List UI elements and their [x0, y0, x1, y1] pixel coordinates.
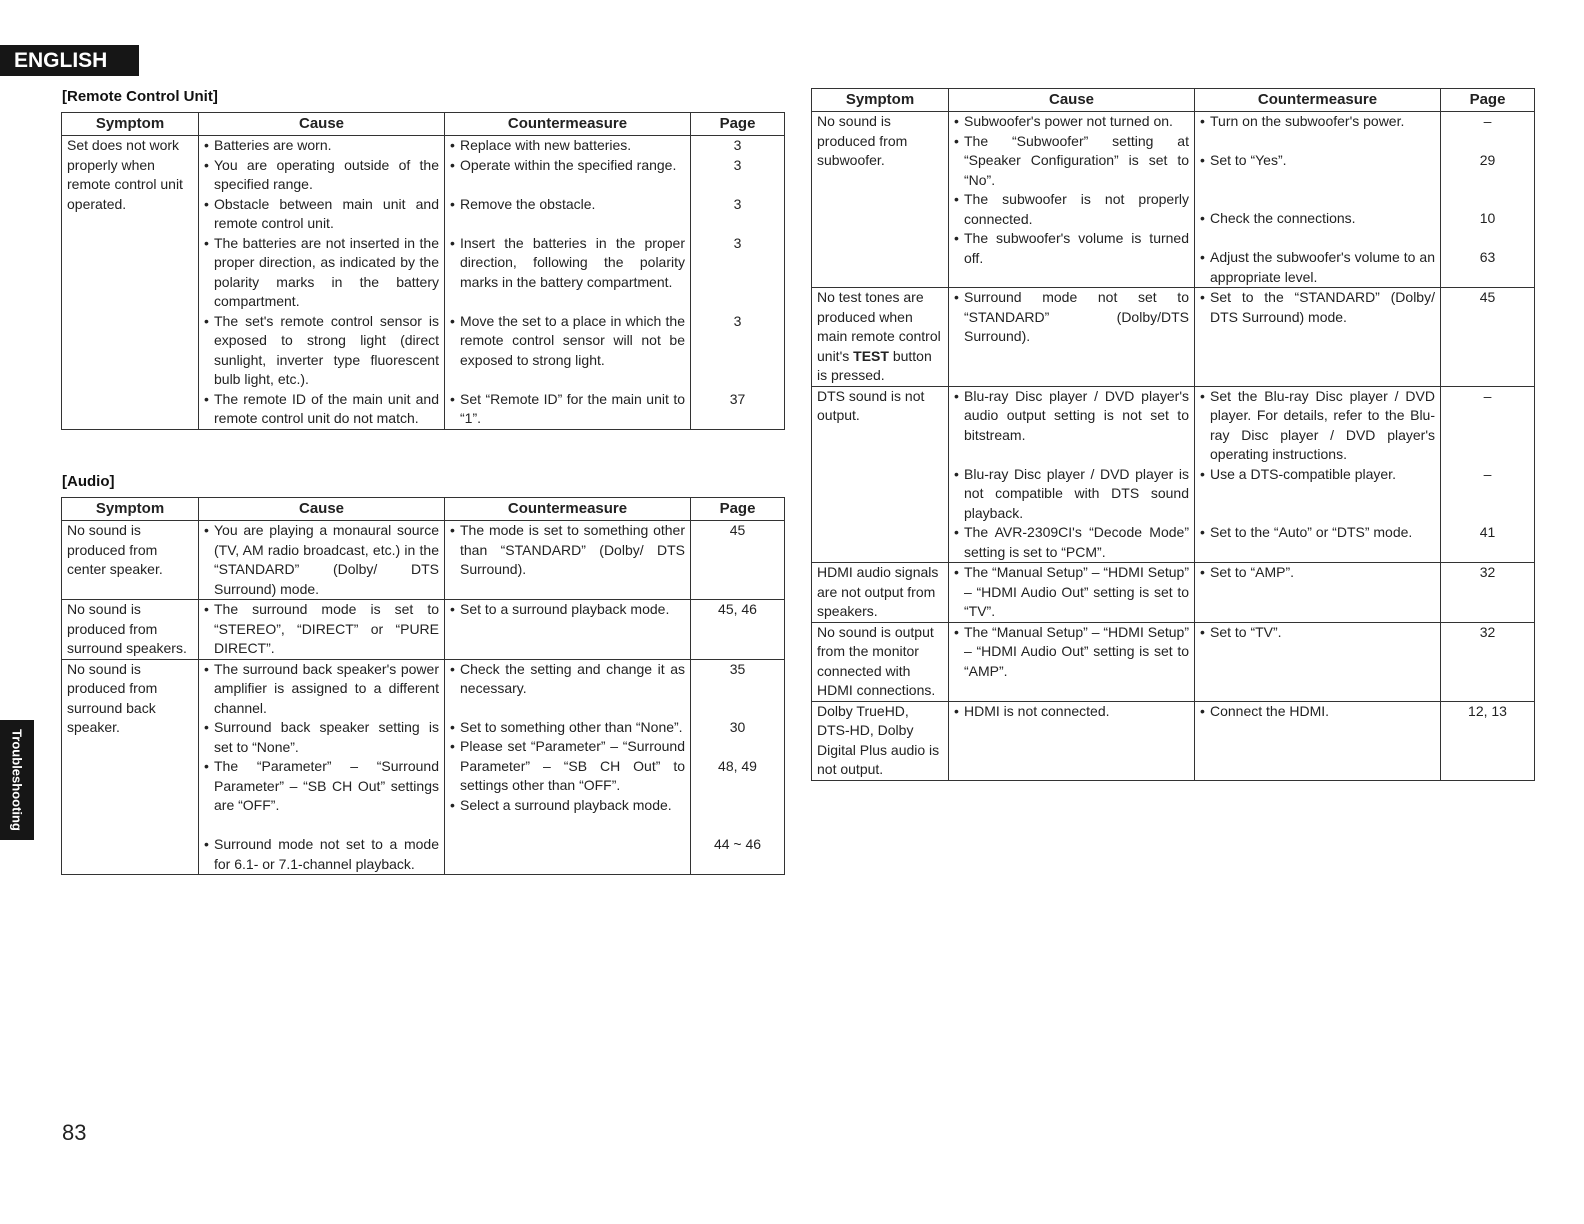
table-row: [62, 659, 785, 875]
symptom-cell: [812, 288, 949, 387]
symptom-cell: No sound is output from the monitor connected with HDMI connections.: [812, 622, 949, 701]
cause-item: • Obstacle between main unit and remote control unit.: [204, 195, 439, 234]
cause-cell: [949, 112, 1195, 288]
cause-item: • The “Subwoofer” setting at “Speaker Configuration” is set to “No”.: [954, 132, 1189, 191]
page-cell: 45: [691, 521, 785, 600]
cause-cell: [949, 701, 1195, 780]
cause-item: • The AVR-2309CI's “Decode Mode” setting is set to “PCM”.: [954, 523, 1189, 562]
cause-item: • The surround mode is set to “STEREO”, “DIRECT” or “PURE DIRECT”.: [204, 600, 439, 659]
page-ref: –: [1483, 113, 1492, 129]
countermeasure-cell: [1195, 701, 1441, 780]
table-header-row: [62, 498, 785, 521]
countermeasure-cell: [1195, 386, 1441, 563]
table-row: [62, 600, 785, 660]
cause-item: • Surround back speaker setting is set to “None”.: [204, 718, 439, 757]
countermeasure-item: • Remove the obstacle.: [450, 195, 685, 234]
page-ref: 41: [1479, 523, 1496, 540]
section-side-tab: [0, 720, 34, 840]
page-cell: 12, 13: [1441, 701, 1535, 780]
countermeasure-item: • Check the connections.: [1200, 209, 1435, 248]
symptom-cell: No sound is produced from center speaker.: [62, 521, 199, 600]
page-cell: [691, 659, 785, 875]
symptom-text: button is pressed.: [817, 347, 932, 383]
page-ref: 30: [729, 718, 746, 735]
cause-item: • Surround mode not set to “STANDARD” (Dolby/DTS Surround).: [954, 288, 1189, 347]
countermeasure-item: • Replace with new batteries.: [450, 136, 685, 156]
cause-item: • The set's remote control sensor is exposed to strong light (direct sunlight, inverter type fluorescent bulb light, etc.).: [204, 312, 439, 390]
countermeasure-item: • Set to “TV”.: [1200, 623, 1435, 643]
page-ref: 48, 49: [718, 757, 757, 774]
cause-cell: [199, 521, 445, 600]
countermeasure-item: • Check the setting and change it as necessary.: [450, 660, 685, 718]
symptom-cell: Set does not work properly when remote control unit operated.: [62, 136, 199, 430]
remote-section-title: [Remote Control Unit]: [62, 88, 218, 105]
symptom-cell: No sound is produced from surround back speaker.: [62, 659, 199, 875]
section-side-tab-label: Troubleshooting: [9, 729, 25, 831]
table-row: [812, 622, 1535, 701]
countermeasure-item: • Set to a surround playback mode.: [450, 600, 685, 620]
page-number: 83: [62, 1120, 87, 1145]
col-cause: Cause: [949, 89, 1195, 112]
cause-cell: [949, 386, 1195, 563]
countermeasure-item: • Set to something other than “None”.: [450, 718, 685, 738]
countermeasure-cell: [1195, 622, 1441, 701]
cause-item: • The remote ID of the main unit and remote control unit do not match.: [204, 390, 439, 429]
page-ref: 35: [729, 660, 746, 677]
symptom-cell: No sound is produced from surround speakers.: [62, 600, 199, 660]
col-symptom: Symptom: [62, 113, 199, 136]
countermeasure-item: • Set “Remote ID” for the main unit to “1”.: [450, 390, 685, 429]
page-ref: –: [1483, 387, 1492, 404]
page-cell: [691, 136, 785, 430]
col-countermeasure: Countermeasure: [1195, 89, 1441, 112]
countermeasure-cell: [445, 600, 691, 660]
page-ref: 63: [1479, 249, 1496, 265]
page-cell: 32: [1441, 563, 1535, 623]
cause-item: • You are operating outside of the specified range.: [204, 156, 439, 195]
table-row: [62, 136, 785, 430]
countermeasure-item: • Select a surround playback mode.: [450, 796, 685, 816]
cause-item: • The surround back speaker's power amplifier is assigned to a different channel.: [204, 660, 439, 719]
page-ref: 3: [733, 312, 742, 329]
page-cell: 32: [1441, 622, 1535, 701]
countermeasure-cell: [1195, 563, 1441, 623]
cause-item: • The subwoofer is not properly connected.: [954, 190, 1189, 229]
countermeasure-cell: [445, 136, 691, 430]
countermeasure-cell: [1195, 288, 1441, 387]
cause-item: • The “Parameter” – “Surround Parameter” – “SB CH Out” settings are “OFF”.: [204, 757, 439, 835]
page-ref: 44 ~ 46: [713, 835, 762, 852]
audio-section-title: [Audio]: [62, 473, 115, 490]
table-header-row: [812, 89, 1535, 112]
cause-item: • HDMI is not connected.: [954, 702, 1189, 722]
countermeasure-item: • Adjust the subwoofer's volume to an appropriate level.: [1200, 248, 1435, 287]
page-cell: [1441, 112, 1535, 288]
countermeasure-item: • Please set “Parameter” – “Surround Parameter” – “SB CH Out” to settings other than “OFF”.: [450, 737, 685, 796]
countermeasure-cell: [445, 521, 691, 600]
table-row: [812, 288, 1535, 387]
cause-item: • Surround mode not set to a mode for 6.1- or 7.1-channel playback.: [204, 835, 439, 874]
cause-item: • Blu-ray Disc player / DVD player's audio output setting is not set to bitstream.: [954, 387, 1189, 465]
countermeasure-item: • Turn on the subwoofer's power.: [1200, 112, 1435, 151]
page-ref: 37: [729, 390, 746, 407]
col-symptom: Symptom: [62, 498, 199, 521]
cause-cell: [199, 600, 445, 660]
col-symptom: Symptom: [812, 89, 949, 112]
cause-cell: [949, 622, 1195, 701]
countermeasure-cell: [445, 659, 691, 875]
cause-item: • The subwoofer's volume is turned off.: [954, 229, 1189, 268]
cause-item: • The “Manual Setup” – “HDMI Setup” – “HDMI Audio Out” setting is set to “TV”.: [954, 563, 1189, 622]
countermeasure-item: • Use a DTS-compatible player.: [1200, 465, 1435, 523]
col-page: Page: [1441, 89, 1535, 112]
symptom-cell: No sound is produced from subwoofer.: [812, 112, 949, 288]
table-row: [62, 521, 785, 600]
cause-item: • The “Manual Setup” – “HDMI Setup” – “HDMI Audio Out” setting is set to “AMP”.: [954, 623, 1189, 682]
table-row: [812, 386, 1535, 563]
cause-cell: [199, 659, 445, 875]
test-button-label: TEST: [853, 347, 889, 364]
col-cause: Cause: [199, 498, 445, 521]
cause-cell: [949, 563, 1195, 623]
page-ref: 3: [733, 234, 742, 251]
page-ref: 29: [1479, 152, 1496, 168]
countermeasure-item: • Set to the “STANDARD” (Dolby/ DTS Surround) mode.: [1200, 288, 1435, 327]
countermeasure-item: • Operate within the specified range.: [450, 156, 685, 195]
page-cell: 45, 46: [691, 600, 785, 660]
col-page: Page: [691, 498, 785, 521]
countermeasure-item: • Connect the HDMI.: [1200, 702, 1435, 722]
symptom-text: No test tones are produced when main remote control unit's: [817, 289, 941, 364]
audio-troubleshooting-table-continued: [811, 88, 1535, 781]
cause-cell: [949, 288, 1195, 387]
page-ref: 3: [733, 195, 742, 212]
remote-troubleshooting-table: [61, 112, 785, 430]
table-row: [812, 701, 1535, 780]
col-countermeasure: Countermeasure: [445, 113, 691, 136]
audio-troubleshooting-table: [61, 497, 785, 875]
page-ref: 3: [733, 137, 742, 153]
page-ref: 10: [1479, 210, 1496, 226]
cause-item: • Blu-ray Disc player / DVD player is not compatible with DTS sound playback.: [954, 465, 1189, 524]
countermeasure-item: • The mode is set to something other than “STANDARD” (Dolby/ DTS Surround).: [450, 521, 685, 580]
countermeasure-item: • Set to the “Auto” or “DTS” mode.: [1200, 523, 1435, 543]
col-cause: Cause: [199, 113, 445, 136]
symptom-cell: Dolby TrueHD, DTS-HD, Dolby Digital Plus audio is not output.: [812, 701, 949, 780]
language-tab: ENGLISH: [0, 45, 139, 76]
cause-item: • You are playing a monaural source (TV, AM radio broadcast, etc.) in the “STANDARD” (Dolby/ DTS Surround) mode.: [204, 521, 439, 599]
table-row: [812, 112, 1535, 288]
symptom-cell: DTS sound is not output.: [812, 386, 949, 563]
cause-item: • Batteries are worn.: [204, 136, 439, 156]
symptom-cell: HDMI audio signals are not output from speakers.: [812, 563, 949, 623]
countermeasure-item: • Set the Blu-ray Disc player / DVD player. For details, refer to the Blu-ray Disc player / DVD player's operating instructions.: [1200, 387, 1435, 465]
col-countermeasure: Countermeasure: [445, 498, 691, 521]
table-header-row: [62, 113, 785, 136]
countermeasure-item: • Move the set to a place in which the remote control sensor will not be exposed to strong light.: [450, 312, 685, 390]
cause-item: • Subwoofer's power not turned on.: [954, 112, 1189, 132]
table-row: [812, 563, 1535, 623]
countermeasure-cell: [1195, 112, 1441, 288]
countermeasure-item: • Set to “Yes”.: [1200, 151, 1435, 209]
page-ref: 3: [733, 156, 742, 173]
cause-cell: [199, 136, 445, 430]
page-cell: [1441, 386, 1535, 563]
cause-item: • The batteries are not inserted in the proper direction, as indicated by the polarity marks in the battery compartment.: [204, 234, 439, 312]
countermeasure-item: • Insert the batteries in the proper direction, following the polarity marks in the battery compartment.: [450, 234, 685, 312]
page-ref: –: [1483, 465, 1492, 482]
countermeasure-item: • Set to “AMP”.: [1200, 563, 1435, 583]
page-cell: 45: [1441, 288, 1535, 387]
col-page: Page: [691, 113, 785, 136]
